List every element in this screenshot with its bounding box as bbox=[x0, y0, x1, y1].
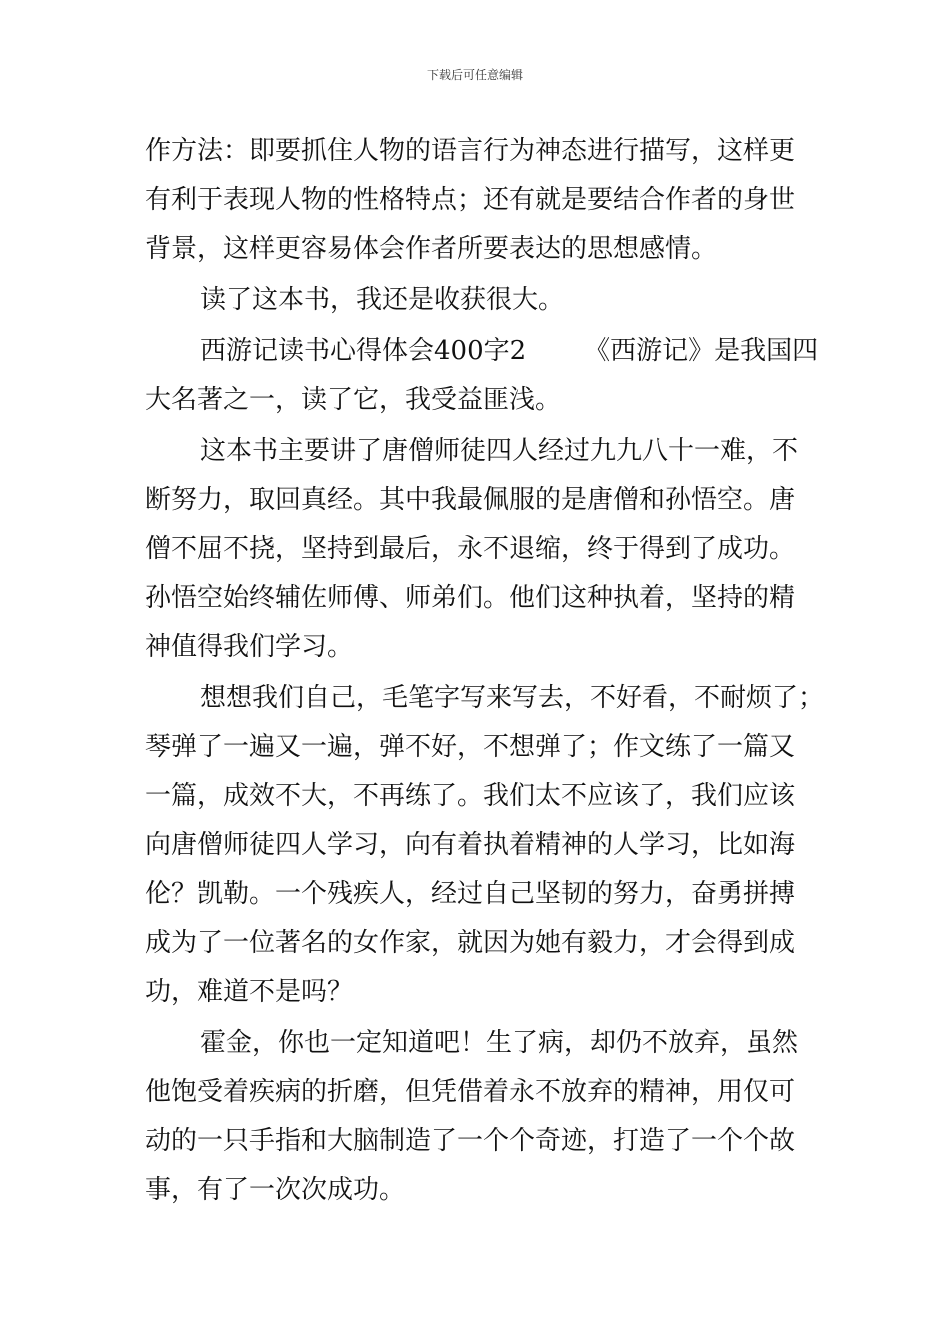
paragraph-line: 背景，这样更容易体会作者所要表达的思想感情。 bbox=[145, 234, 718, 264]
paragraph-line: 这本书主要讲了唐僧师徒四人经过九九八十一难，不 bbox=[200, 436, 799, 466]
paragraph-line: 一篇，成效不大，不再练了。我们太不应该了，我们应该 bbox=[145, 781, 796, 811]
paragraph-line: 有利于表现人物的性格特点；还有就是要结合作者的身世 bbox=[145, 185, 796, 215]
paragraph-line: 向唐僧师徒四人学习，向有着执着精神的人学习，比如海 bbox=[145, 830, 796, 860]
paragraph-line: 想想我们自己，毛笔字写来写去，不好看，不耐烦了； bbox=[200, 683, 825, 713]
paragraph-line: 断努力，取回真经。其中我最佩服的是唐僧和孙悟空。唐 bbox=[145, 485, 796, 515]
paragraph-line: 伦？凯勒。一个残疾人，经过自己坚韧的努力，奋勇拼搏 bbox=[145, 879, 796, 909]
paragraph-line: 功，难道不是吗？ bbox=[145, 977, 354, 1007]
paragraph-text: 《西游记》是我国四 bbox=[584, 336, 819, 366]
paragraph-line: 成为了一位著名的女作家，就因为她有毅力，才会得到成 bbox=[145, 928, 796, 958]
paragraph-line: 动的一只手指和大脑制造了一个个奇迹，打造了一个个故 bbox=[145, 1126, 796, 1156]
paragraph-line bbox=[200, 333, 818, 369]
paragraph-line: 事，有了一次次成功。 bbox=[145, 1175, 406, 1205]
paragraph-line: 孙悟空始终辅佐师傅、师弟们。他们这种执着，坚持的精 bbox=[145, 583, 796, 613]
paragraph-line: 神值得我们学习。 bbox=[145, 632, 354, 662]
paragraph-line: 读了这本书，我还是收获很大。 bbox=[200, 285, 565, 315]
paragraph-line: 琴弹了一遍又一遍，弹不好，不想弹了；作文练了一篇又 bbox=[145, 732, 796, 762]
paragraph-line: 霍金，你也一定知道吧！生了病，却仍不放弃，虽然 bbox=[200, 1028, 799, 1058]
section-title: 西游记读书心得体会400字2 bbox=[200, 336, 527, 366]
page-header: 下载后可任意编辑 bbox=[426, 68, 523, 82]
paragraph-line: 作方法：即要抓住人物的语言行为神态进行描写，这样更 bbox=[145, 136, 796, 166]
paragraph-line: 僧不屈不挠，坚持到最后，永不退缩，终于得到了成功。 bbox=[145, 534, 796, 564]
paragraph-line: 他饱受着疾病的折磨，但凭借着永不放弃的精神，用仅可 bbox=[145, 1077, 796, 1107]
paragraph-line: 大名著之一，读了它，我受益匪浅。 bbox=[145, 385, 562, 415]
